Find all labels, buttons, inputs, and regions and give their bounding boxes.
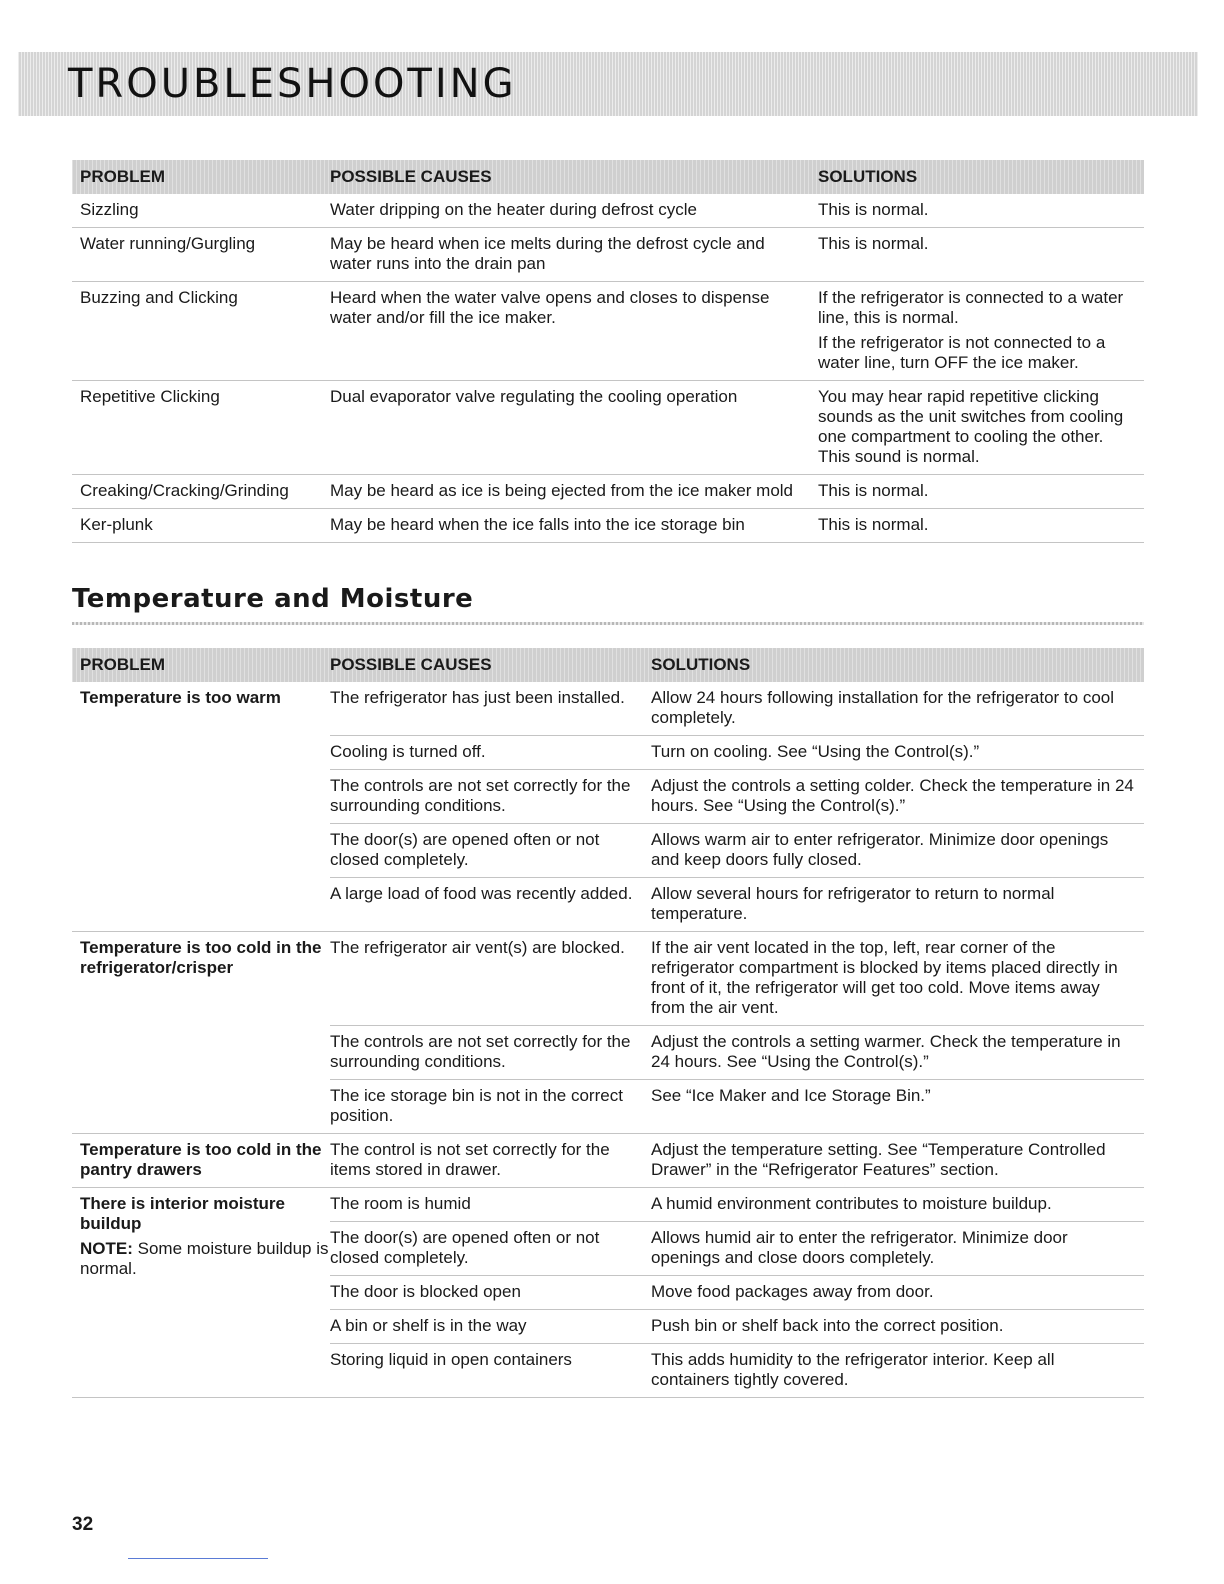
footer-rule <box>128 1558 268 1559</box>
section-title: Temperature and Moisture <box>72 584 474 614</box>
table-row <box>330 1310 1144 1344</box>
solution-text: This is normal. <box>818 515 929 534</box>
cause-cell: Storing liquid in open containers <box>330 1350 572 1369</box>
solution-cell: Adjust the temperature setting. See “Temperature Controlled Drawer” in the “Refrigerator Features” section. <box>651 1140 1106 1179</box>
sounds-table <box>72 160 1144 543</box>
section-divider <box>72 622 1144 625</box>
problem-group <box>72 1134 1144 1188</box>
problem-text: Temperature is too warm <box>80 688 281 707</box>
group-rows <box>330 1134 1144 1187</box>
solution-cell: Push bin or shelf back into the correct position. <box>651 1316 1004 1335</box>
solution-cell: Move food packages away from door. <box>651 1282 934 1301</box>
problem-cell <box>72 1134 330 1187</box>
table-row <box>330 1222 1144 1276</box>
table-row <box>330 1188 1144 1222</box>
column-header-solutions: SOLUTIONS <box>818 167 918 186</box>
table-row <box>72 381 1144 475</box>
table-header <box>72 648 1144 682</box>
note-label: NOTE: <box>80 1239 133 1258</box>
table-row <box>330 1080 1144 1133</box>
problem-text: Temperature is too cold in the refrigerator/crisper <box>80 938 322 977</box>
temperature-table-body <box>72 682 1144 1398</box>
table-row <box>72 282 1144 381</box>
table-row <box>330 824 1144 878</box>
page-number: 32 <box>72 1514 94 1535</box>
solution-cell: See “Ice Maker and Ice Storage Bin.” <box>651 1086 931 1105</box>
solution-text: This is normal. <box>818 200 929 219</box>
column-header-causes: POSSIBLE CAUSES <box>330 655 492 674</box>
solution-text: This is normal. <box>818 234 929 253</box>
group-rows <box>330 682 1144 931</box>
cause-cell: The refrigerator air vent(s) are blocked. <box>330 938 625 957</box>
solution-text: This is normal. <box>818 481 929 500</box>
solution-cell <box>818 282 1144 380</box>
cause-cell: The room is humid <box>330 1194 471 1213</box>
column-header-solutions: SOLUTIONS <box>651 655 751 674</box>
page-banner <box>18 52 1198 116</box>
solution-cell <box>818 475 1144 508</box>
problem-cell: Buzzing and Clicking <box>80 288 238 307</box>
cause-cell: The ice storage bin is not in the correct position. <box>330 1086 623 1125</box>
cause-cell: The controls are not set correctly for the surrounding conditions. <box>330 776 631 815</box>
cause-cell: Cooling is turned off. <box>330 742 486 761</box>
solution-cell: A humid environment contributes to moisture buildup. <box>651 1194 1052 1213</box>
group-rows <box>330 932 1144 1133</box>
solution-text: You may hear rapid repetitive clicking sounds as the unit switches from cooling one compartment to cooling the other. This sound is normal. <box>818 387 1124 466</box>
solution-cell: If the air vent located in the top, left, rear corner of the refrigerator compartment is blocked by items placed directly in front of it, the refrigerator will get too cold. Move items away from the air vent. <box>651 938 1118 1017</box>
table-row <box>330 1344 1144 1397</box>
solution-cell: Adjust the controls a setting colder. Check the temperature in 24 hours. See “Using the Control(s).” <box>651 776 1134 815</box>
problem-cell: Repetitive Clicking <box>80 387 220 406</box>
table-row <box>72 509 1144 543</box>
group-rows <box>330 1188 1144 1397</box>
cause-cell: The door(s) are opened often or not closed completely. <box>330 830 600 869</box>
solution-text: If the refrigerator is connected to a water line, this is normal. <box>818 288 1124 327</box>
cause-cell: The door(s) are opened often or not closed completely. <box>330 1228 600 1267</box>
table-row <box>330 770 1144 824</box>
problem-cell: Water running/Gurgling <box>80 234 256 253</box>
table-row <box>330 1134 1144 1187</box>
problem-text: Temperature is too cold in the pantry drawers <box>80 1140 322 1179</box>
problem-group <box>72 682 1144 932</box>
temperature-moisture-table <box>72 648 1144 1398</box>
cause-cell: A large load of food was recently added. <box>330 884 633 903</box>
note-text: Some moisture buildup is normal. <box>80 1239 329 1278</box>
solution-cell <box>818 381 1144 474</box>
table-row <box>330 736 1144 770</box>
table-row <box>330 682 1144 736</box>
problem-cell <box>72 1188 330 1397</box>
problem-cell <box>72 932 330 1133</box>
problem-cell <box>72 682 330 931</box>
problem-text: There is interior moisture buildup <box>80 1194 285 1233</box>
table-row <box>330 1276 1144 1310</box>
solution-text: If the refrigerator is not connected to a water line, turn OFF the ice maker. <box>818 333 1106 372</box>
table-header <box>72 160 1144 194</box>
table-row <box>72 228 1144 282</box>
solution-cell <box>818 509 1144 542</box>
sounds-table-body <box>72 194 1144 543</box>
solution-cell: Allows humid air to enter the refrigerator. Minimize door openings and close doors completely. <box>651 1228 1068 1267</box>
cause-cell: May be heard when ice melts during the defrost cycle and water runs into the drain pan <box>330 234 765 273</box>
table-row <box>72 475 1144 509</box>
solution-cell <box>818 194 1144 227</box>
page-title: TROUBLESHOOTING <box>68 61 517 107</box>
cause-cell: Heard when the water valve opens and closes to dispense water and/or fill the ice maker. <box>330 288 770 327</box>
problem-cell: Ker-plunk <box>80 515 153 534</box>
problem-group <box>72 1188 1144 1398</box>
cause-cell: The door is blocked open <box>330 1282 521 1301</box>
problem-note <box>80 1239 330 1279</box>
cause-cell: A bin or shelf is in the way <box>330 1316 527 1335</box>
cause-cell: The control is not set correctly for the items stored in drawer. <box>330 1140 610 1179</box>
cause-cell: The refrigerator has just been installed. <box>330 688 625 707</box>
table-row <box>330 932 1144 1026</box>
solution-cell: Adjust the controls a setting warmer. Check the temperature in 24 hours. See “Using the Control(s).” <box>651 1032 1121 1071</box>
table-row <box>330 1026 1144 1080</box>
solution-cell: This adds humidity to the refrigerator interior. Keep all containers tightly covered. <box>651 1350 1055 1389</box>
column-header-problem: PROBLEM <box>80 167 165 186</box>
column-header-problem: PROBLEM <box>80 655 165 674</box>
cause-cell: May be heard when the ice falls into the ice storage bin <box>330 515 745 534</box>
column-header-causes: POSSIBLE CAUSES <box>330 167 492 186</box>
solution-cell <box>818 228 1144 281</box>
solution-cell: Allows warm air to enter refrigerator. Minimize door openings and keep doors fully closed. <box>651 830 1109 869</box>
solution-cell: Turn on cooling. See “Using the Control(s).” <box>651 742 980 761</box>
table-row <box>330 878 1144 931</box>
cause-cell: The controls are not set correctly for the surrounding conditions. <box>330 1032 631 1071</box>
problem-cell: Creaking/Cracking/Grinding <box>80 481 289 500</box>
solution-cell: Allow several hours for refrigerator to return to normal temperature. <box>651 884 1055 923</box>
solution-cell: Allow 24 hours following installation for the refrigerator to cool completely. <box>651 688 1115 727</box>
problem-group <box>72 932 1144 1134</box>
cause-cell: Water dripping on the heater during defrost cycle <box>330 200 697 219</box>
cause-cell: Dual evaporator valve regulating the cooling operation <box>330 387 738 406</box>
problem-cell: Sizzling <box>80 200 139 219</box>
table-row <box>72 194 1144 228</box>
cause-cell: May be heard as ice is being ejected from the ice maker mold <box>330 481 794 500</box>
